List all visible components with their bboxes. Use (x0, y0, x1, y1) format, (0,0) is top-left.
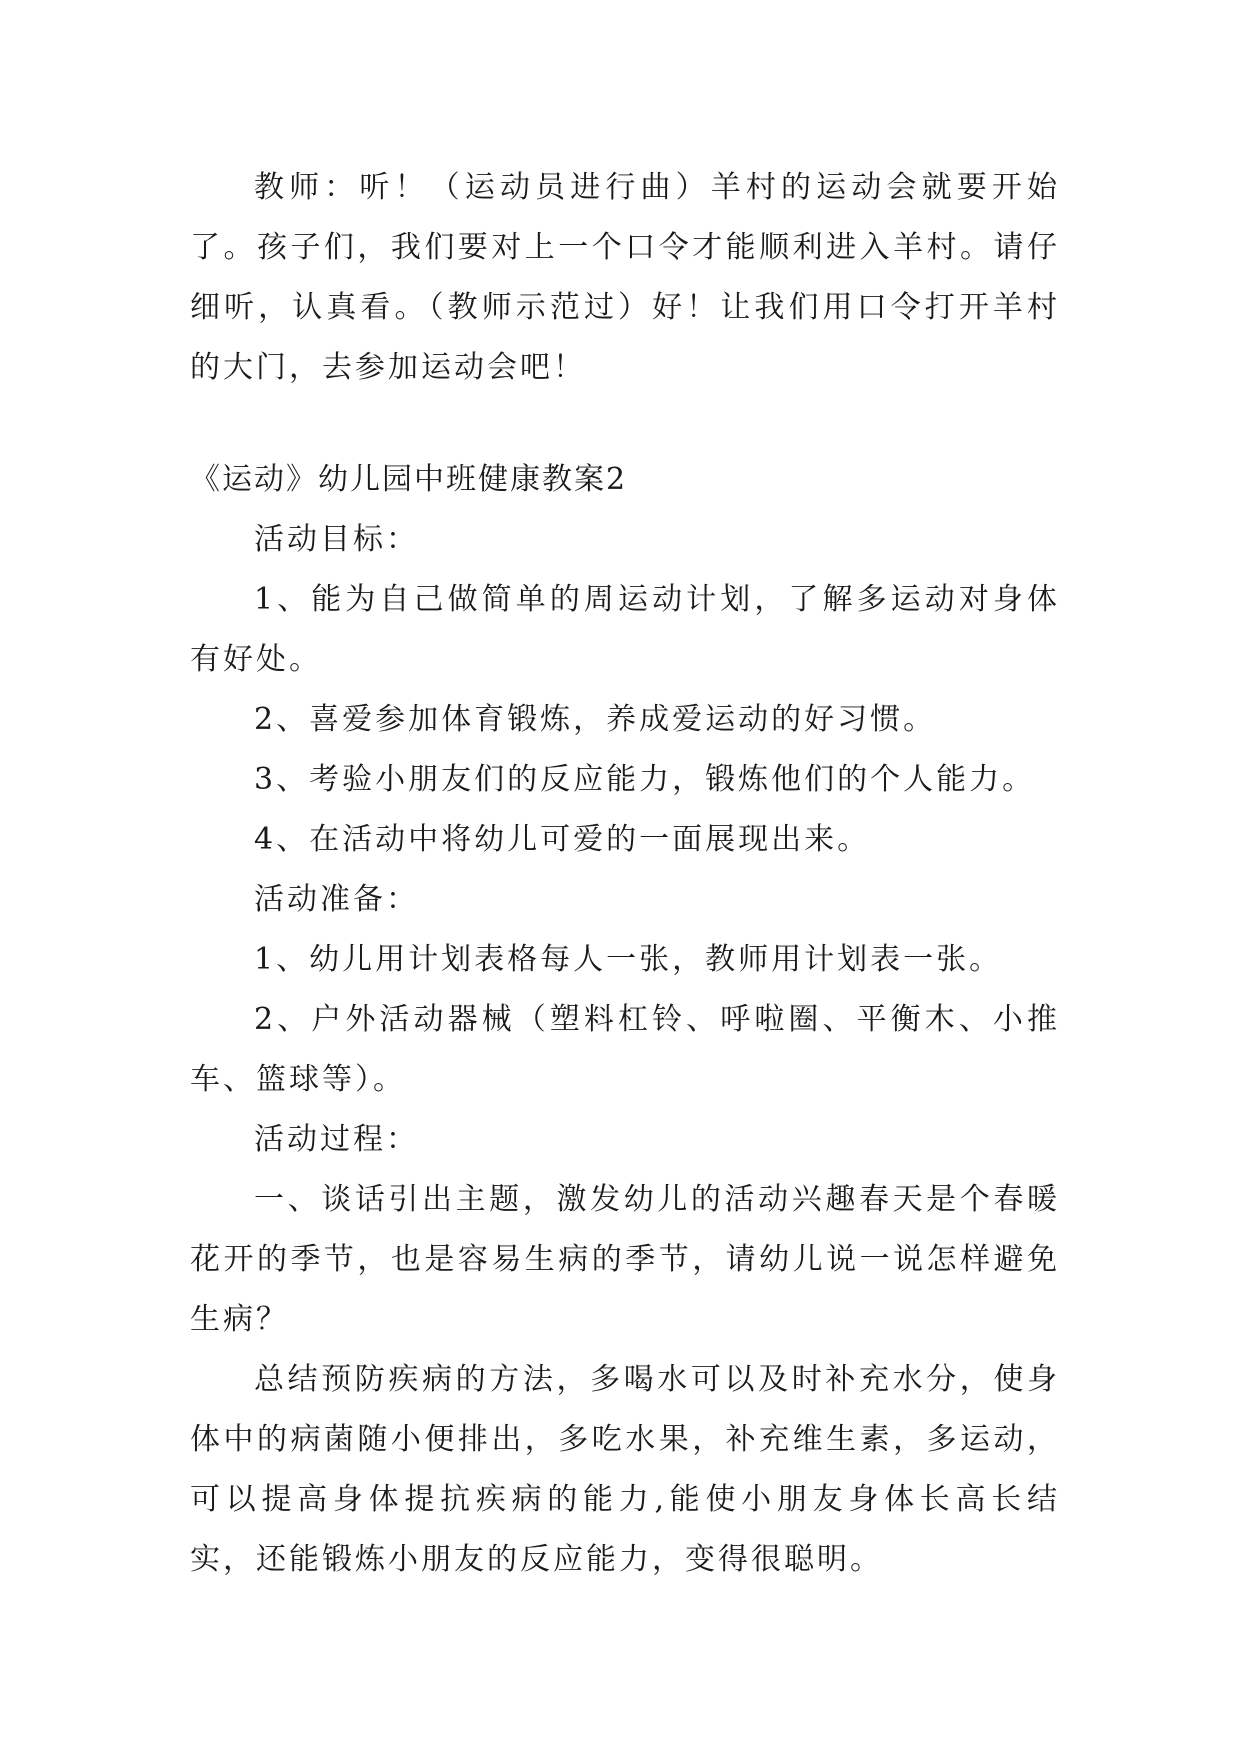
document-body (190, 158, 1060, 1590)
prep-item-1: 1、幼儿用计划表格每人一张，教师用计划表一张。 (254, 942, 1003, 977)
goal-item-1: 1、能为自己做简单的周运动计划，了解多运动对身体有好处。 (190, 582, 1060, 677)
section-title: 《运动》幼儿园中班健康教案2 (190, 462, 628, 497)
process-item-2: 总结预防疾病的方法，多喝水可以及时补充水分，使身体中的病菌随小便排出，多吃水果，补充维生素，多运动，可以提高身体提抗疾病的能力,能使小朋友身体长高长结实，还能锻炼小朋友的反应能力，变得很聪明。 (190, 1362, 1060, 1577)
goals-heading: 活动目标： (254, 522, 419, 557)
goal-item-3: 3、考验小朋友们的反应能力，锻炼他们的个人能力。 (254, 762, 1036, 797)
goal-item-4: 4、在活动中将幼儿可爱的一面展现出来。 (254, 822, 871, 857)
prep-heading: 活动准备： (254, 882, 419, 917)
goal-item-2: 2、喜爱参加体育锻炼，养成爱运动的好习惯。 (254, 702, 937, 737)
process-item-1: 一、谈话引出主题，激发幼儿的活动兴趣春天是个春暖花开的季节，也是容易生病的季节，请幼儿说一说怎样避免生病？ (190, 1182, 1060, 1337)
prep-item-2: 2、户外活动器械（塑料杠铃、呼啦圈、平衡木、小推车、篮球等）。 (190, 1002, 1060, 1097)
process-heading: 活动过程： (254, 1122, 419, 1157)
intro-paragraph: 教师：听！（运动员进行曲）羊村的运动会就要开始了。孩子们，我们要对上一个口令才能顺利进入羊村。请仔细听，认真看。（教师示范过）好！让我们用口令打开羊村的大门，去参加运动会吧！ (190, 170, 1060, 385)
